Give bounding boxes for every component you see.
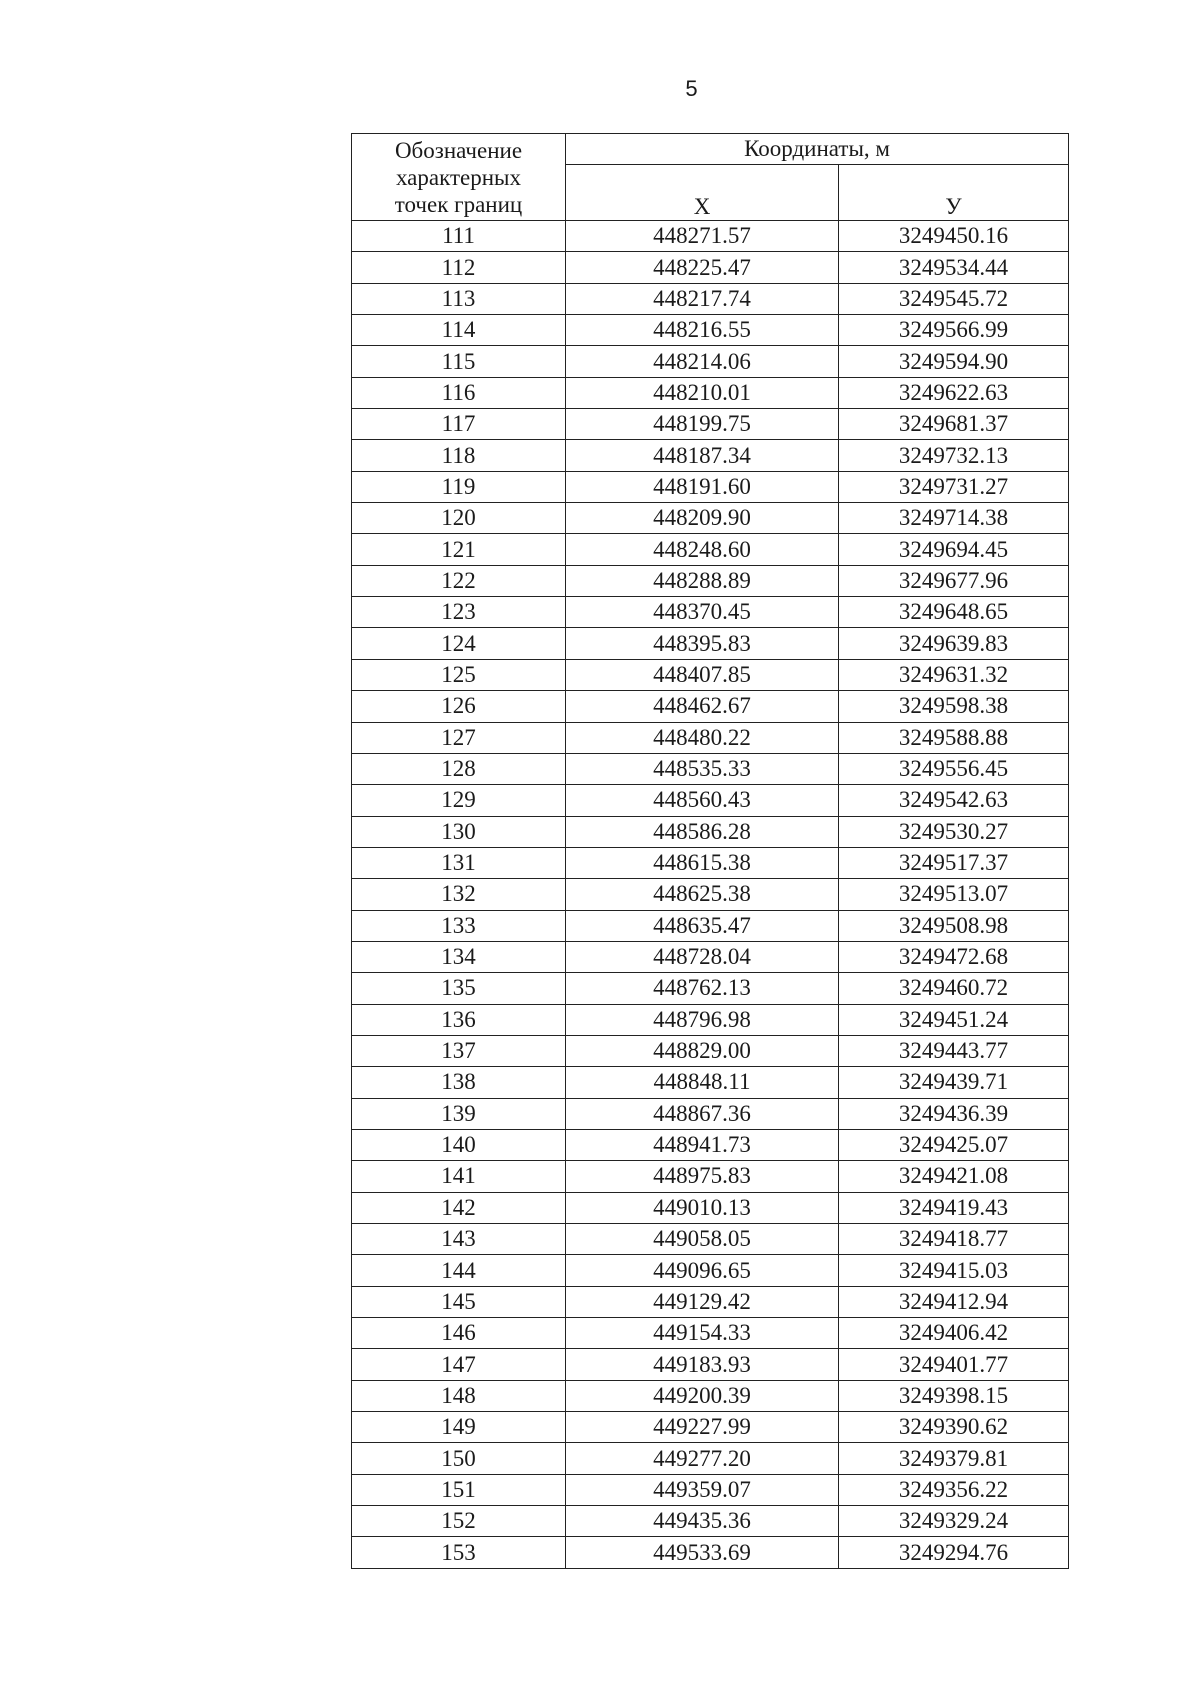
x-coordinate-cell: 449200.39 xyxy=(566,1380,839,1411)
point-cell: 151 xyxy=(352,1474,566,1505)
table-row xyxy=(352,1412,1069,1443)
point-cell: 112 xyxy=(352,252,566,283)
table-row xyxy=(352,816,1069,847)
point-cell: 140 xyxy=(352,1129,566,1160)
y-coordinate-cell: 3249419.43 xyxy=(839,1192,1069,1223)
x-coordinate-cell: 448216.55 xyxy=(566,315,839,346)
point-cell: 153 xyxy=(352,1537,566,1568)
y-coordinate-cell: 3249356.22 xyxy=(839,1474,1069,1505)
x-coordinate-cell: 449359.07 xyxy=(566,1474,839,1505)
point-cell: 115 xyxy=(352,346,566,377)
y-coordinate-cell: 3249508.98 xyxy=(839,910,1069,941)
x-coordinate-cell: 449010.13 xyxy=(566,1192,839,1223)
y-coordinate-cell: 3249451.24 xyxy=(839,1004,1069,1035)
x-coordinate-cell: 448586.28 xyxy=(566,816,839,847)
table-row xyxy=(352,1380,1069,1411)
table-body xyxy=(352,221,1069,1569)
y-coordinate-cell: 3249450.16 xyxy=(839,221,1069,252)
table-row xyxy=(352,1129,1069,1160)
table-row xyxy=(352,1067,1069,1098)
y-coordinate-cell: 3249677.96 xyxy=(839,565,1069,596)
point-cell: 126 xyxy=(352,691,566,722)
point-cell: 128 xyxy=(352,753,566,784)
table-row xyxy=(352,377,1069,408)
x-coordinate-cell: 448796.98 xyxy=(566,1004,839,1035)
y-coordinate-cell: 3249566.99 xyxy=(839,315,1069,346)
table-row xyxy=(352,973,1069,1004)
point-cell: 141 xyxy=(352,1161,566,1192)
y-coordinate-cell: 3249694.45 xyxy=(839,534,1069,565)
header-designation-line: точек границ xyxy=(394,191,523,217)
table-row xyxy=(352,847,1069,878)
y-coordinate-cell: 3249418.77 xyxy=(839,1224,1069,1255)
table-row xyxy=(352,315,1069,346)
y-coordinate-cell: 3249294.76 xyxy=(839,1537,1069,1568)
x-coordinate-cell: 448975.83 xyxy=(566,1161,839,1192)
x-coordinate-cell: 449435.36 xyxy=(566,1506,839,1537)
table-row xyxy=(352,221,1069,252)
x-coordinate-cell: 448407.85 xyxy=(566,659,839,690)
point-cell: 122 xyxy=(352,565,566,596)
y-coordinate-cell: 3249513.07 xyxy=(839,879,1069,910)
table-row xyxy=(352,1474,1069,1505)
x-coordinate-cell: 448941.73 xyxy=(566,1129,839,1160)
y-coordinate-cell: 3249556.45 xyxy=(839,753,1069,784)
y-coordinate-cell: 3249460.72 xyxy=(839,973,1069,1004)
header-y: У xyxy=(839,165,1069,221)
y-coordinate-cell: 3249401.77 xyxy=(839,1349,1069,1380)
y-coordinate-cell: 3249545.72 xyxy=(839,283,1069,314)
point-cell: 149 xyxy=(352,1412,566,1443)
point-cell: 147 xyxy=(352,1349,566,1380)
point-cell: 144 xyxy=(352,1255,566,1286)
x-coordinate-cell: 449096.65 xyxy=(566,1255,839,1286)
x-coordinate-cell: 449129.42 xyxy=(566,1286,839,1317)
y-coordinate-cell: 3249530.27 xyxy=(839,816,1069,847)
table-row xyxy=(352,1161,1069,1192)
point-cell: 125 xyxy=(352,659,566,690)
point-cell: 133 xyxy=(352,910,566,941)
point-cell: 113 xyxy=(352,283,566,314)
x-coordinate-cell: 448214.06 xyxy=(566,346,839,377)
y-coordinate-cell: 3249731.27 xyxy=(839,471,1069,502)
x-coordinate-cell: 449154.33 xyxy=(566,1318,839,1349)
y-coordinate-cell: 3249594.90 xyxy=(839,346,1069,377)
y-coordinate-cell: 3249329.24 xyxy=(839,1506,1069,1537)
point-cell: 145 xyxy=(352,1286,566,1317)
x-coordinate-cell: 448615.38 xyxy=(566,847,839,878)
table-row xyxy=(352,628,1069,659)
y-coordinate-cell: 3249443.77 xyxy=(839,1035,1069,1066)
y-coordinate-cell: 3249412.94 xyxy=(839,1286,1069,1317)
table-row xyxy=(352,1506,1069,1537)
y-coordinate-cell: 3249648.65 xyxy=(839,597,1069,628)
point-cell: 123 xyxy=(352,597,566,628)
table-row xyxy=(352,722,1069,753)
point-cell: 138 xyxy=(352,1067,566,1098)
page-number: 5 xyxy=(685,76,698,101)
x-coordinate-cell: 448848.11 xyxy=(566,1067,839,1098)
y-coordinate-cell: 3249598.38 xyxy=(839,691,1069,722)
x-coordinate-cell: 448191.60 xyxy=(566,471,839,502)
point-cell: 150 xyxy=(352,1443,566,1474)
x-coordinate-cell: 448728.04 xyxy=(566,941,839,972)
x-coordinate-cell: 448480.22 xyxy=(566,722,839,753)
point-cell: 148 xyxy=(352,1380,566,1411)
y-coordinate-cell: 3249439.71 xyxy=(839,1067,1069,1098)
point-cell: 118 xyxy=(352,440,566,471)
x-coordinate-cell: 448829.00 xyxy=(566,1035,839,1066)
table-row xyxy=(352,941,1069,972)
point-cell: 131 xyxy=(352,847,566,878)
point-cell: 139 xyxy=(352,1098,566,1129)
y-coordinate-cell: 3249390.62 xyxy=(839,1412,1069,1443)
y-coordinate-cell: 3249379.81 xyxy=(839,1443,1069,1474)
point-cell: 116 xyxy=(352,377,566,408)
table-row xyxy=(352,409,1069,440)
y-coordinate-cell: 3249732.13 xyxy=(839,440,1069,471)
table-row xyxy=(352,565,1069,596)
point-cell: 132 xyxy=(352,879,566,910)
point-cell: 134 xyxy=(352,941,566,972)
table-row xyxy=(352,1035,1069,1066)
y-coordinate-cell: 3249681.37 xyxy=(839,409,1069,440)
table-row xyxy=(352,1224,1069,1255)
x-coordinate-cell: 449183.93 xyxy=(566,1349,839,1380)
point-cell: 130 xyxy=(352,816,566,847)
table-row xyxy=(352,753,1069,784)
table-row xyxy=(352,1318,1069,1349)
point-cell: 114 xyxy=(352,315,566,346)
y-coordinate-cell: 3249425.07 xyxy=(839,1129,1069,1160)
table-row xyxy=(352,1349,1069,1380)
table-row xyxy=(352,1443,1069,1474)
x-coordinate-cell: 448288.89 xyxy=(566,565,839,596)
table-row xyxy=(352,879,1069,910)
point-cell: 152 xyxy=(352,1506,566,1537)
table-row xyxy=(352,346,1069,377)
x-coordinate-cell: 448187.34 xyxy=(566,440,839,471)
y-coordinate-cell: 3249421.08 xyxy=(839,1161,1069,1192)
y-coordinate-cell: 3249622.63 xyxy=(839,377,1069,408)
x-coordinate-cell: 448560.43 xyxy=(566,785,839,816)
point-cell: 111 xyxy=(352,221,566,252)
table-row xyxy=(352,1255,1069,1286)
x-coordinate-cell: 449227.99 xyxy=(566,1412,839,1443)
header-x: X xyxy=(566,165,839,221)
x-coordinate-cell: 448271.57 xyxy=(566,221,839,252)
y-coordinate-cell: 3249472.68 xyxy=(839,941,1069,972)
y-coordinate-cell: 3249534.44 xyxy=(839,252,1069,283)
header-point-designation xyxy=(352,134,566,221)
table-row xyxy=(352,283,1069,314)
table-row xyxy=(352,785,1069,816)
y-coordinate-cell: 3249517.37 xyxy=(839,847,1069,878)
table-row xyxy=(352,503,1069,534)
table-row xyxy=(352,597,1069,628)
x-coordinate-cell: 448210.01 xyxy=(566,377,839,408)
x-coordinate-cell: 449533.69 xyxy=(566,1537,839,1568)
table-row xyxy=(352,471,1069,502)
x-coordinate-cell: 448248.60 xyxy=(566,534,839,565)
y-coordinate-cell: 3249415.03 xyxy=(839,1255,1069,1286)
x-coordinate-cell: 448535.33 xyxy=(566,753,839,784)
x-coordinate-cell: 448225.47 xyxy=(566,252,839,283)
point-cell: 117 xyxy=(352,409,566,440)
y-coordinate-cell: 3249436.39 xyxy=(839,1098,1069,1129)
x-coordinate-cell: 448762.13 xyxy=(566,973,839,1004)
y-coordinate-cell: 3249406.42 xyxy=(839,1318,1069,1349)
x-coordinate-cell: 448199.75 xyxy=(566,409,839,440)
y-coordinate-cell: 3249588.88 xyxy=(839,722,1069,753)
coordinates-table xyxy=(351,133,1069,1569)
point-cell: 142 xyxy=(352,1192,566,1223)
x-coordinate-cell: 448395.83 xyxy=(566,628,839,659)
table-row xyxy=(352,659,1069,690)
x-coordinate-cell: 449277.20 xyxy=(566,1443,839,1474)
table-row xyxy=(352,1004,1069,1035)
table-row xyxy=(352,1192,1069,1223)
point-cell: 129 xyxy=(352,785,566,816)
x-coordinate-cell: 448625.38 xyxy=(566,879,839,910)
y-coordinate-cell: 3249631.32 xyxy=(839,659,1069,690)
point-cell: 137 xyxy=(352,1035,566,1066)
point-cell: 146 xyxy=(352,1318,566,1349)
point-cell: 135 xyxy=(352,973,566,1004)
x-coordinate-cell: 448370.45 xyxy=(566,597,839,628)
table-row xyxy=(352,440,1069,471)
table-row xyxy=(352,910,1069,941)
point-cell: 127 xyxy=(352,722,566,753)
x-coordinate-cell: 448867.36 xyxy=(566,1098,839,1129)
y-coordinate-cell: 3249542.63 xyxy=(839,785,1069,816)
header-designation-line: характерных xyxy=(395,164,521,190)
x-coordinate-cell: 449058.05 xyxy=(566,1224,839,1255)
header-coordinates: Координаты, м xyxy=(566,134,1069,165)
x-coordinate-cell: 448217.74 xyxy=(566,283,839,314)
table-row xyxy=(352,1098,1069,1129)
header-designation-line: Обозначение xyxy=(394,137,523,163)
x-coordinate-cell: 448209.90 xyxy=(566,503,839,534)
table-row xyxy=(352,1537,1069,1568)
x-coordinate-cell: 448635.47 xyxy=(566,910,839,941)
y-coordinate-cell: 3249714.38 xyxy=(839,503,1069,534)
table-row xyxy=(352,252,1069,283)
point-cell: 119 xyxy=(352,471,566,502)
x-coordinate-cell: 448462.67 xyxy=(566,691,839,722)
point-cell: 143 xyxy=(352,1224,566,1255)
y-coordinate-cell: 3249639.83 xyxy=(839,628,1069,659)
point-cell: 120 xyxy=(352,503,566,534)
point-cell: 136 xyxy=(352,1004,566,1035)
point-cell: 121 xyxy=(352,534,566,565)
table-row xyxy=(352,691,1069,722)
table-row xyxy=(352,1286,1069,1317)
y-coordinate-cell: 3249398.15 xyxy=(839,1380,1069,1411)
point-cell: 124 xyxy=(352,628,566,659)
table-row xyxy=(352,534,1069,565)
